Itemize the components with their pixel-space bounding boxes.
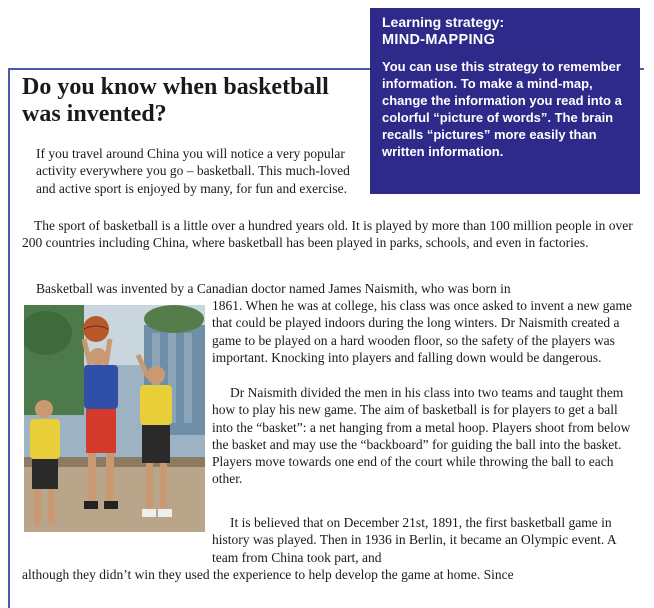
strategy-body: You can use this strategy to remember information. To make a mind-map, change the information you read into a colorful “picture of words”. The brain recalls “pictures” more easily than written information. xyxy=(382,59,622,159)
paragraph-2: The sport of basketball is a little over a hundred years old. It is played by more than 100 million people in over 200 countries including China, where basketball has been played in parks, schools, and even in factories. xyxy=(22,218,633,251)
paragraph-5-continued: although they didn’t win they used the experience to help develop the game at home. Since xyxy=(22,567,514,582)
strategy-kicker: Learning strategy: xyxy=(382,14,505,30)
strategy-heading: MIND-MAPPING xyxy=(382,32,496,48)
learning-strategy-box xyxy=(370,8,640,194)
article-title: Do you know when basketball was invented? xyxy=(22,74,329,127)
paragraph-1: If you travel around China you will notice a very popular activity everywhere you go – basketball. This much-loved and active sport is enjoyed by many, for fun and exercise. xyxy=(36,146,350,196)
photo-illustration xyxy=(24,305,205,532)
paragraph-4: Dr Naismith divided the men in his class into two teams and taught them how to play his new game. The aim of basketball is for players to get a ball into the “basket”: a net hanging from a metal hoop. Players shoot from below the basket and may use the “backboard” for guiding the ball into the basket. Players move towards one end of the court while throwing the ball to each other. xyxy=(212,385,631,487)
paragraph-5: It is believed that on December 21st, 1891, the first basketball game in history was played. Then in 1936 in Berlin, it became an Olympic event. A team from China took part, and xyxy=(212,515,616,565)
basketball-players-photo xyxy=(24,305,205,532)
paragraph-3-first-line: Basketball was invented by a Canadian doctor named James Naismith, who was born in xyxy=(36,281,511,296)
paragraph-3: 1861. When he was at college, his class was once asked to invent a new game that could be played indoors during the long winters. Dr Naismith created a game to be played on a hard wooden floor, so the safety of the players was important. Knocking into players and falling down would be dangerous. xyxy=(212,298,632,365)
